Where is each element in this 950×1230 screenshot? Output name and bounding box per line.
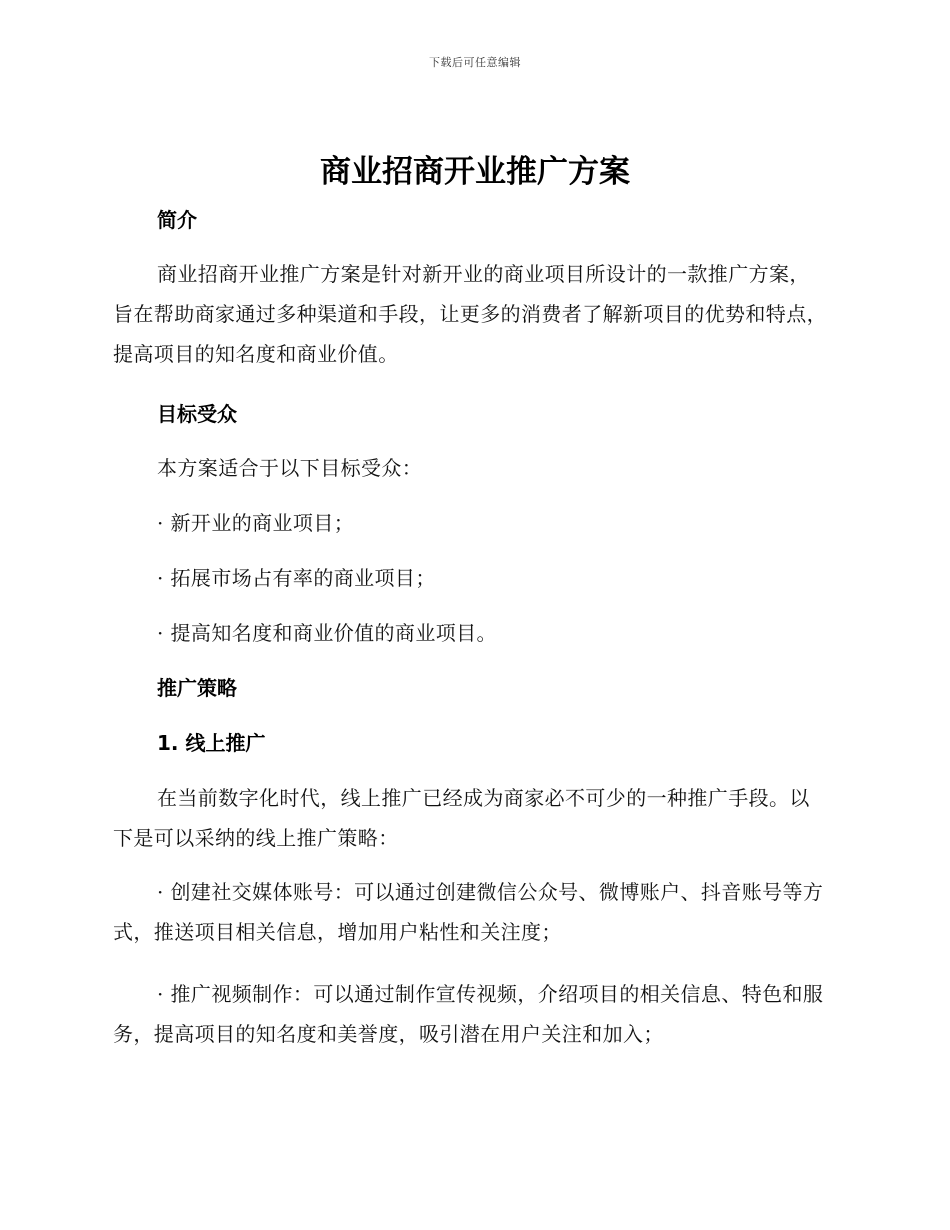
intro-paragraph: 商业招商开业推广方案是针对新开业的商业项目所设计的一款推广方案，旨在帮助商家通过多种渠道和手段，让更多的消费者了解新项目的优势和特点，提高项目的知名度和商业价值。	[113, 262, 827, 366]
section-heading-intro: 简介	[157, 208, 197, 232]
document-title: 商业招商开业推广方案	[320, 154, 630, 190]
audience-item: · 新开业的商业项目；	[157, 511, 355, 535]
subheading-online-promotion: 1. 线上推广	[157, 731, 266, 755]
section-heading-strategy: 推广策略	[157, 676, 237, 700]
strategy-item: · 创建社交媒体账号：可以通过创建微信公众号、微博账户、抖音账号等方式，推送项目相关信息，增加用户粘性和关注度；	[113, 880, 824, 944]
audience-item: · 拓展市场占有率的商业项目；	[157, 566, 436, 590]
audience-lead: 本方案适合于以下目标受众：	[157, 456, 423, 480]
strategy-item: · 推广视频制作：可以通过制作宣传视频，介绍项目的相关信息、特色和服务，提高项目的知名度和美誉度，吸引潜在用户关注和加入；	[113, 982, 824, 1046]
page-header: 下载后可任意编辑	[429, 56, 521, 69]
section-heading-audience: 目标受众	[157, 402, 237, 426]
strategy-paragraph: 在当前数字化时代，线上推广已经成为商家必不可少的一种推广手段。以下是可以采纳的线上推广策略：	[113, 786, 810, 850]
audience-item: · 提高知名度和商业价值的商业项目。	[157, 621, 497, 645]
